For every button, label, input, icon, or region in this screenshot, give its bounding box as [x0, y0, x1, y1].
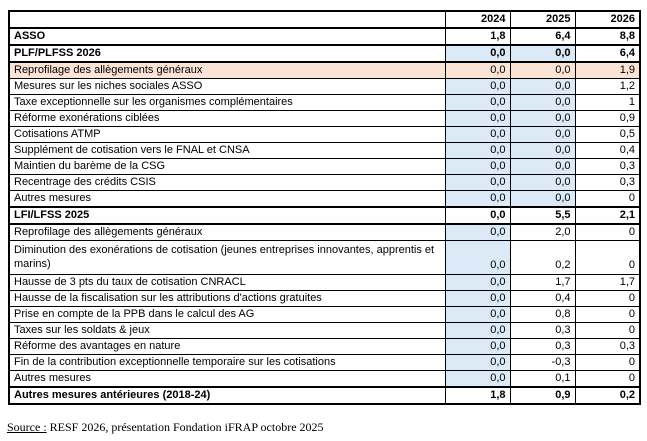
- cell-2024: 0,0: [445, 62, 510, 79]
- cell-2025: 5,5: [510, 207, 575, 224]
- table-row: [9, 355, 640, 371]
- table-row: [9, 323, 640, 339]
- cell-2024: 0,0: [445, 323, 510, 339]
- cell-2025: 6,4: [510, 28, 575, 45]
- cell-2024: 0,0: [445, 371, 510, 388]
- cell-2026: 1,2: [575, 79, 640, 95]
- row-label: Réforme des avantages en nature: [9, 339, 445, 355]
- cell-2026: 0,9: [575, 111, 640, 127]
- cell-2024: 0,0: [445, 224, 510, 241]
- row-label: Supplément de cotisation vers le FNAL et CNSA: [9, 143, 445, 159]
- cell-2024: 0,0: [445, 355, 510, 371]
- cell-2026: 1,7: [575, 275, 640, 291]
- cell-2024: 0,0: [445, 45, 510, 62]
- row-label: Prise en compte de la PPB dans le calcul des AG: [9, 307, 445, 323]
- cell-2025: 1,7: [510, 275, 575, 291]
- table-body: [9, 28, 640, 404]
- table-row: [9, 291, 640, 307]
- cell-2025: 0,0: [510, 111, 575, 127]
- cell-2025: 0,8: [510, 307, 575, 323]
- cell-2024: 0,0: [445, 191, 510, 208]
- cell-2026: 0: [575, 307, 640, 323]
- column-header-2026: 2026: [575, 11, 640, 28]
- table-row: [9, 62, 640, 79]
- source-text: RESF 2026, présentation Fondation iFRAP octobre 2025: [46, 420, 324, 434]
- table-row: [9, 224, 640, 241]
- corner-cell: [9, 11, 445, 28]
- table-row: [9, 191, 640, 208]
- table-row: [9, 127, 640, 143]
- cell-2025: 0,3: [510, 323, 575, 339]
- row-label: Réforme exonérations ciblées: [9, 111, 445, 127]
- table-row: [9, 159, 640, 175]
- cell-2025: 0,0: [510, 95, 575, 111]
- row-label: Mesures sur les niches sociales ASSO: [9, 79, 445, 95]
- cell-2024: 0,0: [445, 127, 510, 143]
- table-row: [9, 45, 640, 62]
- cell-2026: 0: [575, 323, 640, 339]
- cell-2024: 1,8: [445, 28, 510, 45]
- table-row: [9, 207, 640, 224]
- cell-2026: 0: [575, 371, 640, 388]
- cell-2025: 0,0: [510, 191, 575, 208]
- cell-2026: 0,4: [575, 143, 640, 159]
- table-row: [9, 111, 640, 127]
- cell-2026: 0,3: [575, 175, 640, 191]
- table-row: [9, 175, 640, 191]
- row-label: PLF/PLFSS 2026: [9, 45, 445, 62]
- cell-2025: 0,1: [510, 371, 575, 388]
- row-label: LFI/LFSS 2025: [9, 207, 445, 224]
- column-header-2024: 2024: [445, 11, 510, 28]
- row-label: Diminution des exonérations de cotisation (jeunes entreprises innovantes, apprentis et marins): [9, 241, 445, 275]
- row-label: Cotisations ATMP: [9, 127, 445, 143]
- cell-2026: 0,3: [575, 339, 640, 355]
- row-label: Hausse de 3 pts du taux de cotisation CNRACL: [9, 275, 445, 291]
- row-label: Reprofilage des allègements généraux: [9, 62, 445, 79]
- row-label: Fin de la contribution exceptionnelle temporaire sur les cotisations: [9, 355, 445, 371]
- table-row: [9, 387, 640, 404]
- cell-2025: 2,0: [510, 224, 575, 241]
- cell-2025: 0,0: [510, 175, 575, 191]
- cell-2024: 0,0: [445, 339, 510, 355]
- row-label: Taxes sur les soldats & jeux: [9, 323, 445, 339]
- row-label: Autres mesures: [9, 191, 445, 208]
- table-row: [9, 307, 640, 323]
- source-note: [7, 420, 324, 435]
- source-label: Source :: [7, 420, 47, 434]
- row-label: Autres mesures antérieures (2018-24): [9, 387, 445, 404]
- table-row: [9, 275, 640, 291]
- cell-2024: 0,0: [445, 175, 510, 191]
- cell-2026: 0: [575, 291, 640, 307]
- cell-2025: -0,3: [510, 355, 575, 371]
- cell-2026: 8,8: [575, 28, 640, 45]
- row-label: Recentrage des crédits CSIS: [9, 175, 445, 191]
- cell-2025: 0,0: [510, 45, 575, 62]
- row-label: ASSO: [9, 28, 445, 45]
- table-row: [9, 95, 640, 111]
- cell-2026: 0: [575, 355, 640, 371]
- cell-2024: 0,0: [445, 241, 510, 275]
- cell-2024: 0,0: [445, 207, 510, 224]
- cell-2024: 0,0: [445, 111, 510, 127]
- table-row: [9, 79, 640, 95]
- cell-2024: 0,0: [445, 275, 510, 291]
- table-row: [9, 143, 640, 159]
- cell-2026: 0,3: [575, 159, 640, 175]
- row-label: Taxe exceptionnelle sur les organismes complémentaires: [9, 95, 445, 111]
- cell-2025: 0,9: [510, 387, 575, 404]
- cell-2024: 0,0: [445, 143, 510, 159]
- cell-2025: 0,3: [510, 339, 575, 355]
- cell-2025: 0,2: [510, 241, 575, 275]
- cell-2026: 1,9: [575, 62, 640, 79]
- cell-2025: 0,0: [510, 79, 575, 95]
- cell-2025: 0,0: [510, 62, 575, 79]
- cell-2024: 0,0: [445, 307, 510, 323]
- cell-2024: 0,0: [445, 291, 510, 307]
- column-header-2025: 2025: [510, 11, 575, 28]
- row-label: Autres mesures: [9, 371, 445, 388]
- header-row: [9, 11, 640, 28]
- table-row: [9, 28, 640, 45]
- measures-table: [8, 10, 641, 405]
- table-row: [9, 339, 640, 355]
- cell-2026: 0,2: [575, 387, 640, 404]
- cell-2024: 0,0: [445, 159, 510, 175]
- cell-2026: 0,5: [575, 127, 640, 143]
- cell-2025: 0,4: [510, 291, 575, 307]
- cell-2026: 1: [575, 95, 640, 111]
- cell-2025: 0,0: [510, 159, 575, 175]
- cell-2024: 1,8: [445, 387, 510, 404]
- cell-2024: 0,0: [445, 95, 510, 111]
- cell-2026: 0: [575, 191, 640, 208]
- row-label: Reprofilage des allègements généraux: [9, 224, 445, 241]
- cell-2026: 6,4: [575, 45, 640, 62]
- cell-2026: 0: [575, 241, 640, 275]
- cell-2024: 0,0: [445, 79, 510, 95]
- table-row: [9, 241, 640, 275]
- table-row: [9, 371, 640, 388]
- cell-2026: 2,1: [575, 207, 640, 224]
- cell-2025: 0,0: [510, 127, 575, 143]
- cell-2026: 0: [575, 224, 640, 241]
- row-label: Hausse de la fiscalisation sur les attributions d'actions gratuites: [9, 291, 445, 307]
- cell-2025: 0,0: [510, 143, 575, 159]
- row-label: Maintien du barème de la CSG: [9, 159, 445, 175]
